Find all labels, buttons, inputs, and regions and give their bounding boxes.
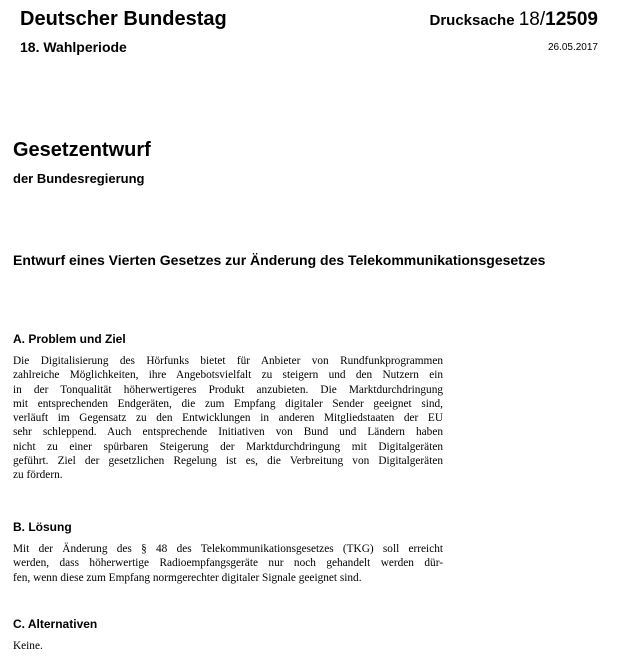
section-heading-solution: B. Lösung	[13, 520, 72, 534]
header-right	[430, 8, 599, 54]
section-solution	[13, 520, 443, 585]
body-line: fen, wenn diese zum Empfang normgerechter digitaler Signale geeignet sind.	[13, 571, 362, 584]
section-body-solution	[13, 542, 443, 585]
body-line: Die Digitalisierung des Hörfunks bietet für Anbieter von Rundfunkprogrammen	[13, 355, 443, 367]
body-line: werden, dass höherwertige Radioempfangsgeräte nur noch gehandelt werden dür-	[13, 557, 443, 570]
drucksache-label: Drucksache	[429, 12, 515, 29]
body-line: Keine.	[13, 640, 43, 652]
section-problem	[13, 332, 443, 483]
electoral-period: 18. Wahlperiode	[20, 39, 127, 55]
document-type: Gesetzentwurf	[13, 139, 151, 161]
body-line: nicht zu einer spürbaren Steigerung der Marktdurchdringung mit Digitalgeräten	[13, 440, 443, 453]
law-title: Entwurf eines Vierten Gesetzes zur Änderung des Telekommunikationsgesetzes	[13, 252, 546, 268]
section-heading-problem: A. Problem und Ziel	[13, 332, 126, 346]
body-line: geführt. Ziel der gesetzlichen Regelung ist es, die Verbreitung von Digitalgeräten	[13, 455, 443, 468]
institution-name: Deutscher Bundestag	[20, 8, 227, 30]
body-line: Mit der Änderung des § 48 des Telekommunikationsgesetzes (TKG) soll erreicht	[13, 543, 443, 555]
body-line: sehr schleppend. Auch entsprechende Initiativen von Bund und Ländern haben	[13, 426, 443, 439]
section-alternatives	[13, 617, 443, 653]
body-line: zu fördern.	[13, 469, 63, 482]
section-body-alternatives	[13, 639, 443, 653]
drucksache-prefix: 18/	[518, 9, 546, 30]
drucksache-number: 12509	[545, 9, 598, 30]
drucksache-reference	[430, 8, 599, 33]
body-line: zahlreiche Möglichkeiten, ihre Angebotsvielfalt zu steigern und den Nutzern ein	[13, 369, 443, 382]
section-heading-alternatives: C. Alternativen	[13, 617, 98, 631]
document-issuer: der Bundesregierung	[13, 171, 145, 186]
document-date: 26.05.2017	[547, 42, 598, 53]
body-line: in der Tonqualität höherwertigeres Produkt anzubieten. Die Marktdurchdringung	[13, 383, 443, 396]
body-line: verläuft im Gegensatz zu den Entwicklungen in anderen Mitgliedstaaten der EU	[13, 412, 443, 425]
section-body-problem	[13, 354, 443, 483]
body-line: mit entsprechenden Endgeräten, die zum Empfang digitaler Sender geeignet sind,	[13, 397, 443, 410]
header-left	[20, 7, 227, 56]
